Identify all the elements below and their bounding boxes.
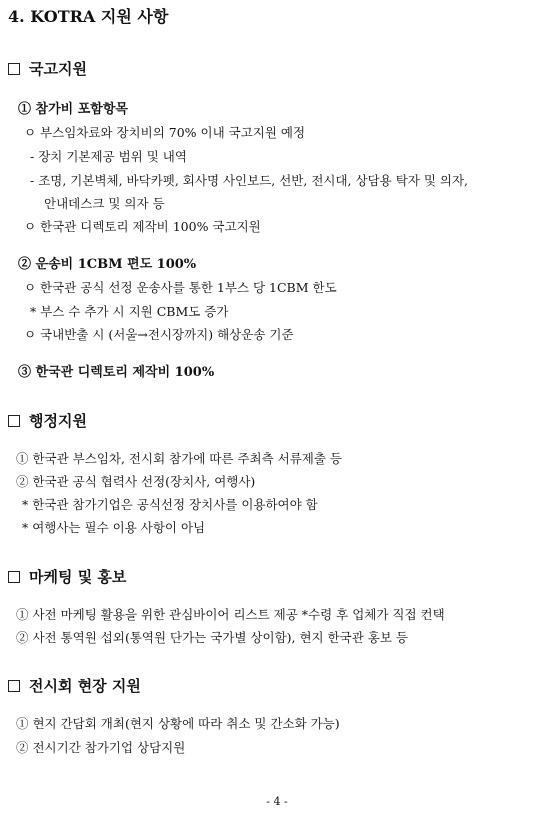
text-line: ㅇ 부스임차료와 장치비의 70% 이내 국고지원 예정	[24, 125, 306, 140]
text-line: * 한국관 참가기업은 공식선정 장치사를 이용하여야 함	[22, 497, 318, 512]
text-line: ㅇ 한국관 공식 선정 운송사를 통한 1부스 당 1CBM 한도	[24, 280, 337, 295]
text-line: ㅇ 국내반출 시 (서울→전시장까지) 해상운송 기준	[24, 327, 294, 342]
section-heading-marketing	[8, 566, 126, 587]
section-heading-text: 행정지원	[29, 412, 87, 430]
text-line: * 부스 수 추가 시 지원 CBM도 증가	[30, 304, 229, 319]
subheading-shipping-cost: ② 운송비 1CBM 편도 100%	[18, 257, 197, 272]
text-line: - 장치 기본제공 범위 및 내역	[30, 149, 187, 164]
text-line: ① 사전 마케팅 활용을 위한 관심바이어 리스트 제공 *수령 후 업체가 직접 컨택	[16, 607, 445, 622]
text-line: * 여행사는 필수 이용 사항이 아님	[22, 520, 206, 535]
section-heading-text: 전시회 현장 지원	[29, 677, 141, 695]
text-line: ② 전시기간 참가기업 상담지원	[16, 740, 186, 755]
text-line: ① 현지 간담회 개최(현지 상황에 따라 취소 및 간소화 가능)	[16, 716, 340, 731]
checkbox-square-icon	[8, 415, 20, 427]
section-heading-text: 마케팅 및 홍보	[29, 568, 127, 586]
text-line: ② 사전 통역원 섭외(통역원 단가는 국가별 상이함), 현지 한국관 홍보 등	[16, 630, 408, 645]
text-line: ① 한국관 부스임차, 전시회 참가에 따른 주최측 서류제출 등	[16, 451, 342, 466]
text-line: - 조명, 기본벽체, 바닥카펫, 회사명 사인보드, 선반, 전시대, 상담용 탁자 및 의자,	[30, 173, 468, 188]
section-heading-text: 국고지원	[29, 60, 87, 78]
text-line: ㅇ 한국관 디렉토리 제작비 100% 국고지원	[24, 219, 261, 234]
text-line: 안내데스크 및 의자 등	[44, 196, 165, 211]
section-heading-admin-support	[8, 410, 87, 431]
checkbox-square-icon	[8, 571, 20, 583]
subheading-directory-cost: ③ 한국관 디렉토리 제작비 100%	[18, 365, 215, 380]
text-line: ② 한국관 공식 협력사 선정(장치사, 여행사)	[16, 474, 256, 489]
section-heading-national-support	[8, 58, 87, 79]
page-number: - 4 -	[266, 795, 288, 808]
subheading-participation-fee: ① 참가비 포함항목	[18, 102, 128, 117]
checkbox-square-icon	[8, 680, 20, 692]
checkbox-square-icon	[8, 63, 20, 75]
page-title: 4. KOTRA 지원 사항	[8, 7, 169, 26]
section-heading-onsite-support	[8, 675, 141, 696]
